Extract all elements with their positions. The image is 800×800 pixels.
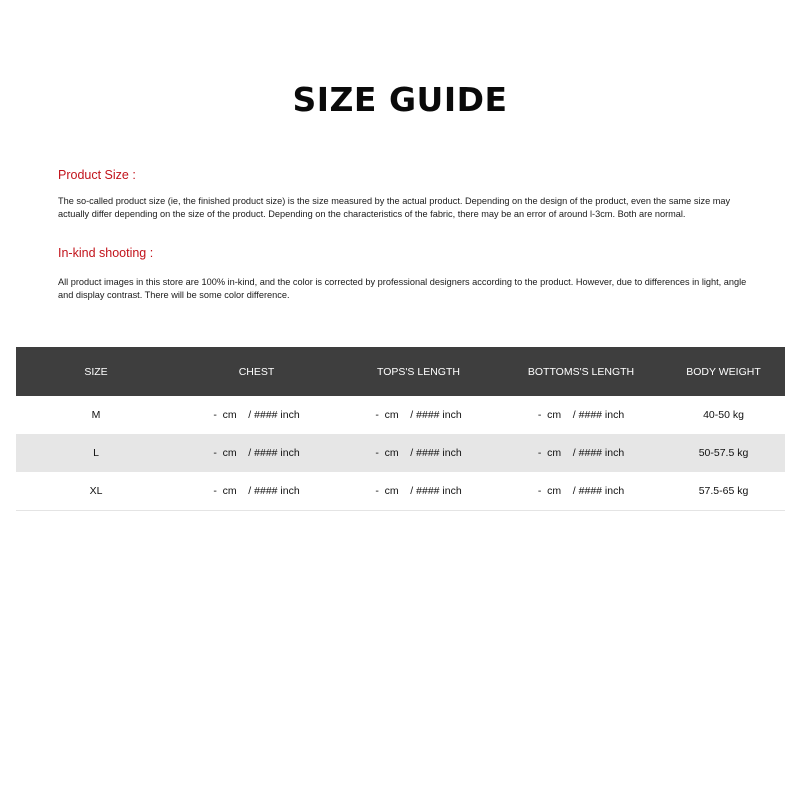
table-header-row <box>16 347 785 396</box>
inkind-shooting-description: All product images in this store are 100% in-kind, and the color is corrected by professional designers according to the product. However, due to differences in light, angle and display contrast. There will be some color difference. <box>58 277 747 300</box>
cell-chest: - cm / #### inch <box>213 447 300 459</box>
cell-chest: - cm / #### inch <box>213 409 300 421</box>
header-body-weight: BODY WEIGHT <box>686 365 761 378</box>
cell-bottoms-length: - cm / #### inch <box>537 409 625 421</box>
size-table <box>16 347 785 511</box>
header-size: SIZE <box>84 365 108 378</box>
cell-tops-length: - cm / #### inch <box>375 409 462 421</box>
cell-body-weight: 50-57.5 kg <box>698 447 749 459</box>
cell-body-weight: 57.5-65 kg <box>698 485 749 497</box>
cell-size: XL <box>89 485 103 497</box>
cell-chest: - cm / #### inch <box>213 485 300 497</box>
header-chest: CHEST <box>238 365 275 378</box>
table-row <box>16 472 785 511</box>
cell-tops-length: - cm / #### inch <box>375 485 462 497</box>
product-size-description: The so-called product size (ie, the finished product size) is the size measured by the actual product. Depending on the design of the product, even the same size may actually differ depending on the size of the product. Depending on the characteristics of the fabric, there may be an error of around l-3cm. Both are normal. <box>58 196 731 219</box>
header-bottoms-length: BOTTOMS'S LENGTH <box>527 365 635 378</box>
cell-tops-length: - cm / #### inch <box>375 447 462 459</box>
header-tops-length: TOPS'S LENGTH <box>377 365 460 378</box>
inkind-shooting-section <box>58 245 748 302</box>
inkind-shooting-heading: In-kind shooting : <box>58 246 154 260</box>
cell-body-weight: 40-50 kg <box>703 409 744 421</box>
cell-size: M <box>91 409 101 421</box>
table-row <box>16 434 785 472</box>
product-size-section <box>58 167 748 221</box>
page-title: SIZE GUIDE <box>292 80 508 119</box>
cell-bottoms-length: - cm / #### inch <box>537 447 625 459</box>
table-row <box>16 396 785 434</box>
product-size-heading: Product Size : <box>58 168 136 182</box>
cell-size: L <box>93 447 99 459</box>
cell-bottoms-length: - cm / #### inch <box>537 485 625 497</box>
